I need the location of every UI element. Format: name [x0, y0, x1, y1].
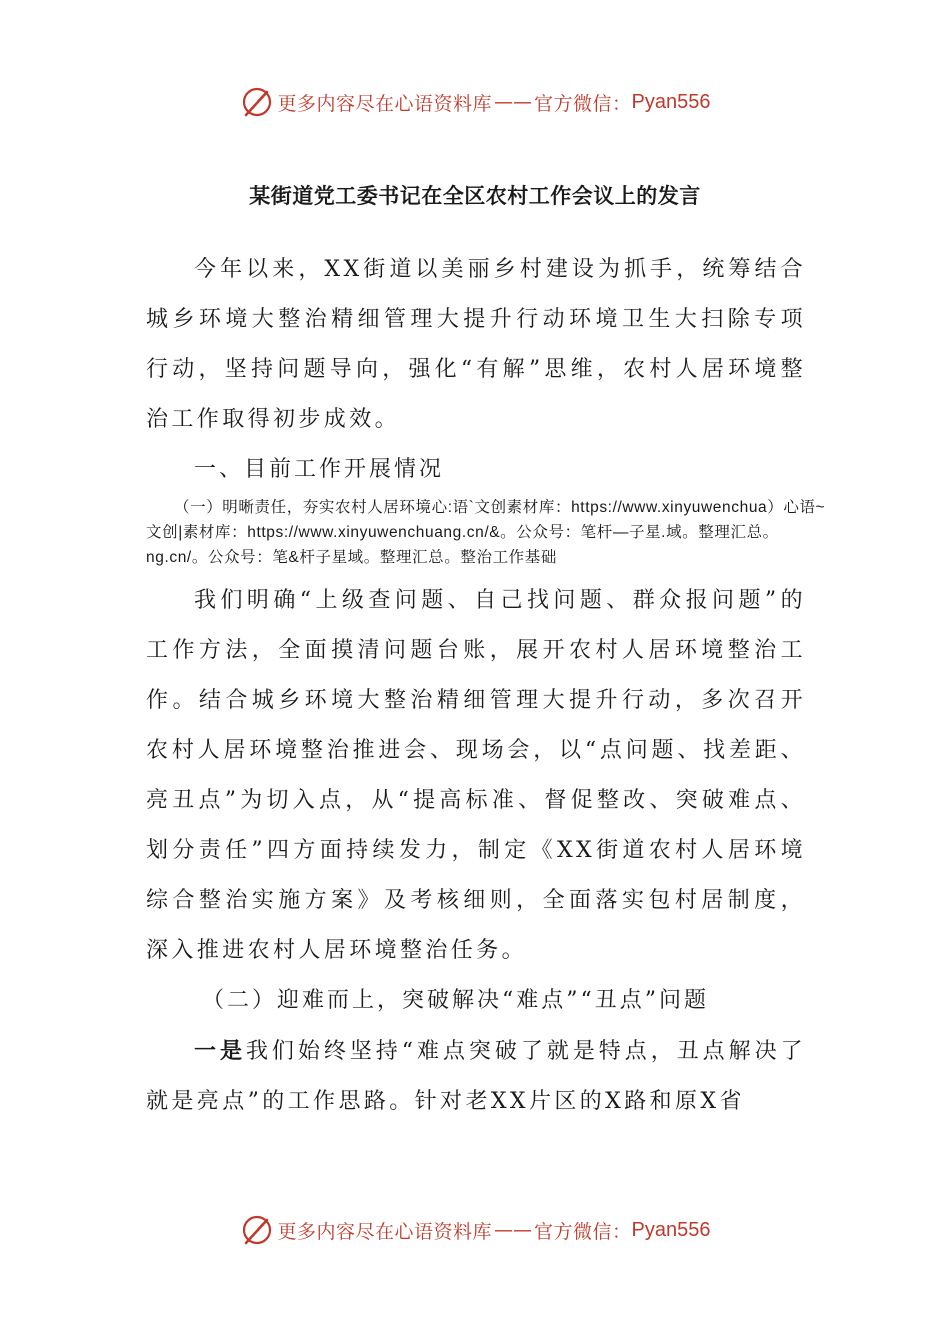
- section-heading-1: 一、目前工作开展情况: [194, 457, 445, 482]
- quill-pen-logo-icon: [240, 85, 274, 119]
- watermark-dash: ——: [494, 91, 533, 113]
- paragraph-3-lead: 一是: [194, 1038, 246, 1064]
- watermark-brand: 更多内容尽在心语资料库: [277, 92, 493, 115]
- watermark-wechat-id: Pyan556: [631, 1218, 711, 1241]
- watermark-label: 官方微信：: [534, 1220, 632, 1243]
- subsection-heading-2: （二）迎难而上，突破解决“难点”“丑点”问题: [202, 988, 709, 1013]
- document-body: [146, 245, 826, 1127]
- quill-pen-logo-icon: [240, 1213, 274, 1247]
- paragraph-3-text: 我们始终坚持“难点突破了就是特点，丑点解决了就是亮点”的工作思路。针对老XX片区的X路和原X省: [146, 1039, 806, 1114]
- document-title: 某街道党工委书记在全区农村工作会议上的发言: [249, 184, 701, 208]
- paragraph-2: 我们明确“上级查问题、自己找问题、群众报问题”的工作方法，全面摸清问题台账，展开农村人居环境整治工作。结合城乡环境大整治精细管理大提升行动，多次召开农村人居环境整治推进会、现场会，以“点问题、找差距、亮丑点”为切入点，从“提高标准、督促整改、突破难点、划分责任”四方面持续发力，制定《XX街道农村人居环境综合整治实施方案》及考核细则，全面落实包村居制度，深入推进农村人居环境整治任务。: [146, 588, 806, 963]
- watermark-banner-bottom: [0, 1210, 950, 1250]
- watermark-wechat-id: Pyan556: [631, 90, 711, 113]
- watermark-brand: 更多内容尽在心语资料库: [277, 1220, 493, 1243]
- paragraph-3: [146, 1026, 806, 1127]
- intro-paragraph: 今年以来，XX街道以美丽乡村建设为抓手，统筹结合城乡环境大整治精细管理大提升行动环境卫生大扫除专项行动，坚持问题导向，强化“有解”思维，农村人居环境整治工作取得初步成效。: [146, 257, 806, 432]
- watermark-dash: ——: [494, 1219, 533, 1241]
- subsection-heading-1: [146, 495, 836, 570]
- subsection-heading-1-text: （一）明晰责任，夯实农村人居环境心:语`文创素材库：https://www.xinyuwenchua）心语~文创|素材库：https://www.xinyuwenchuang.cn/&。公众号：笔杆—子星.域。整理汇总。ng.cn/。公众号：笔&杆子星域。整理汇总。整治工作基础: [146, 499, 826, 566]
- watermark-banner-top: [0, 82, 950, 122]
- watermark-label: 官方微信：: [534, 92, 632, 115]
